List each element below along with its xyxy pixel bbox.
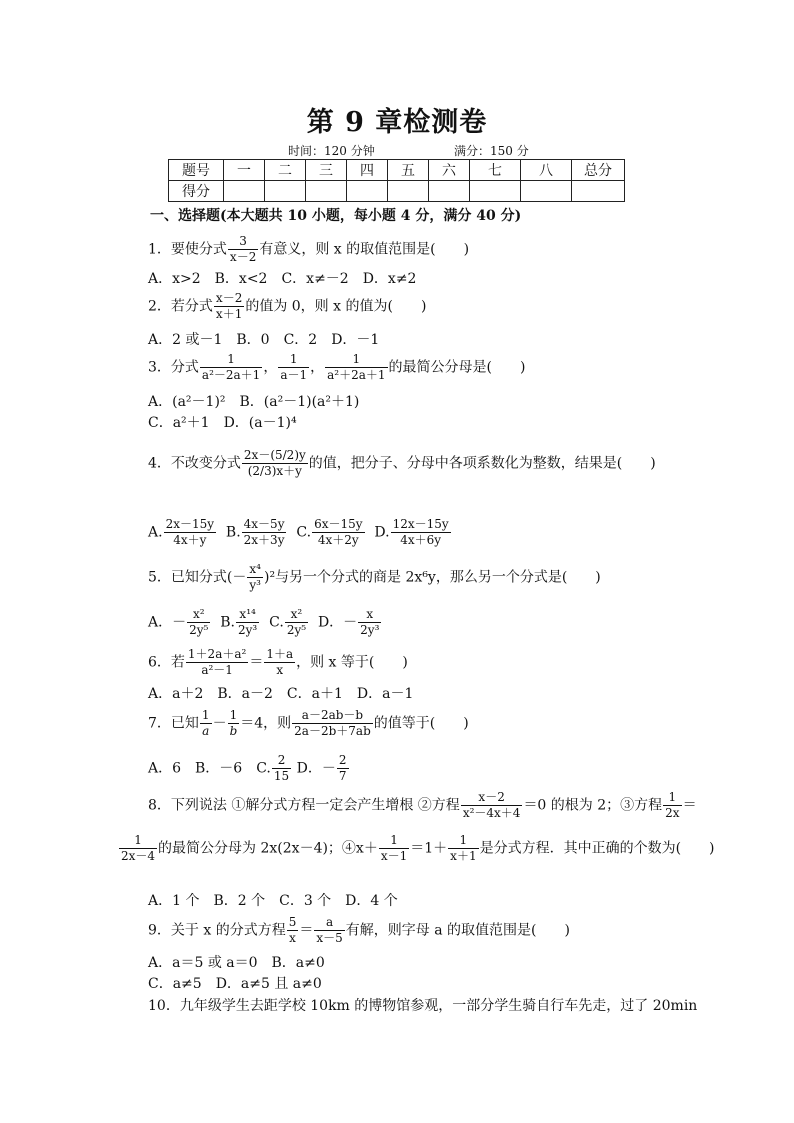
q2-options: A．2 或－1 B．0 C．2 D．－1	[148, 332, 380, 348]
question-10: 10．九年级学生去距学校 10km 的博物馆参观，一部分学生骑自行车先走，过了 20min	[148, 998, 698, 1014]
frac-den: (2/3)x＋y	[247, 464, 302, 478]
frac-den: 4x＋2y	[317, 533, 359, 547]
q9-text: 9．关于 x 的分式方程	[148, 922, 286, 939]
frac-den: 2x－4	[121, 849, 156, 863]
section-heading: 一、选择题(本大题共 10 小题，每小题 4 分，满分 40 分)	[150, 208, 522, 224]
fraction: $\frac{1}{b}$	[229, 708, 238, 738]
frac-den: a－1	[280, 368, 308, 382]
fraction	[264, 647, 295, 678]
frac-den: x²－4x＋4	[462, 806, 521, 820]
frac-num: x－2	[461, 790, 523, 806]
table-cell: 五	[388, 160, 429, 181]
frac-num: 5	[288, 915, 297, 929]
fraction	[448, 833, 478, 864]
frac-num: 1	[325, 352, 387, 368]
fraction	[358, 607, 381, 638]
q5-text: 与另一个分式的商是 2x⁶y，那么另一个分式是( )	[275, 569, 601, 586]
frac-num: 2	[338, 753, 347, 767]
fraction	[663, 790, 681, 821]
question-5: 5．已知分式(－ $\frac{\text{x⁴}}{\text{y³}}$ )²与另一个分式的商是 2x⁶y，那么另一个分式是( )	[148, 562, 601, 592]
q2-text: 2．若分式	[148, 298, 213, 315]
fraction	[312, 517, 364, 548]
q1-text: 有意义，则 x 的取值范围是( )	[259, 241, 470, 258]
table-cell: 一	[224, 160, 265, 181]
frac-num: 1	[278, 352, 309, 368]
question-4	[148, 448, 656, 479]
score-cell[interactable]	[347, 181, 388, 202]
fraction	[287, 915, 299, 946]
table-cell: 三	[306, 160, 347, 181]
table-cell: 二	[265, 160, 306, 181]
frac-den: 2y³	[238, 623, 258, 637]
score-table	[168, 159, 625, 202]
score-cell[interactable]	[265, 181, 306, 202]
frac-num: a	[314, 915, 344, 931]
fraction	[314, 915, 344, 946]
fraction	[164, 517, 216, 548]
q8-text: ＝0 的根为 2；③方程	[523, 797, 663, 814]
frac-den: x	[276, 663, 284, 677]
frac-den: x	[289, 931, 296, 945]
frac-den: 2y⁵	[189, 623, 209, 637]
frac-num: 2x－15y	[165, 517, 215, 531]
question-3: 3．分式 $\frac{1}{\text{a²－2a＋1}}$ ， $\frac{1}{a-1}$ ， $\frac{1}{\text{a²＋2a＋1}}$ 的最简公分母是( )	[148, 352, 526, 382]
frac-num: 1	[448, 833, 478, 849]
frac-num: x¹⁴	[236, 607, 259, 623]
frac-num: 1	[200, 352, 262, 368]
frac-num: 2	[272, 753, 291, 769]
frac-num: 1	[663, 790, 681, 806]
frac-num: 1	[119, 833, 157, 849]
fraction	[325, 352, 387, 383]
q8-text: ＝	[682, 797, 697, 814]
q3-options-c: C．a²＋1 D．(a－1)⁴	[148, 415, 297, 431]
frac-den: x＋1	[215, 307, 243, 321]
score-cell[interactable]	[470, 181, 521, 202]
score-cell[interactable]	[521, 181, 572, 202]
frac-num: 1＋2a＋a²	[187, 647, 247, 661]
frac-den: 4x＋6y	[400, 533, 442, 547]
frac-num: x－2	[215, 291, 243, 305]
score-cell[interactable]	[388, 181, 429, 202]
time-label: 时间：120 分钟	[288, 144, 375, 158]
q8-text: ＝1＋	[410, 840, 448, 857]
frac-den: 2y³	[360, 623, 380, 637]
q5-options: A．－ $\frac{\text{x²}}{\text{2y⁵}}$ B. $\frac{\text{x¹⁴}}{\text{2y³}}$ C. $\frac{\text{x²}}{\text{2y⁵}}$ D．－ $\frac{x}{\text{2y³}}$	[148, 607, 380, 637]
frac-den: 2x＋3y	[243, 533, 285, 547]
table-cell: 得分	[169, 181, 224, 202]
fraction	[186, 647, 248, 678]
frac-den: 2a－2b＋7ab	[294, 724, 371, 738]
q7-options	[148, 753, 350, 784]
page-title: 第 9 章检测卷	[306, 107, 488, 138]
frac-num: 1＋a	[266, 647, 294, 661]
frac-num: 3	[228, 234, 258, 250]
q4-text: 4．不改变分式	[148, 455, 241, 472]
q1-text: 1．要使分式	[148, 241, 227, 258]
q8-text: 的最简公分母为 2x(2x－4)；④x＋	[158, 840, 378, 857]
q7-opt: D．－	[296, 760, 336, 777]
q1-options: A．x>2 B．x<2 C．x≠－2 D．x≠2	[148, 271, 417, 287]
question-8-line2	[118, 833, 715, 864]
q3-text: 的最简公分母是( )	[388, 359, 526, 376]
fraction	[200, 352, 262, 383]
q8-text: 是分式方程．其中正确的个数为( )	[479, 840, 715, 857]
q4-options: A. $\frac{2x-15y}{4x+y}$ B. $\frac{4x-5y}{2x+3y}$ C. $\frac{6x-15y}{4x+2y}$ D. $\frac{12x-15y}{4x+6y}$	[148, 517, 449, 547]
score-cell[interactable]	[429, 181, 470, 202]
q7-text: 的值等于( )	[373, 715, 469, 732]
q8-options: A．1 个 B．2 个 C．3 个 D．4 个	[148, 893, 398, 909]
q9-text: 有解，则字母 a 的取值范围是( )	[345, 922, 570, 939]
q7-opt: A．6 B．－6 C.	[148, 760, 271, 777]
q8-text: 8．下列说法 ①解分式方程一定会产生增根 ②方程	[148, 797, 460, 814]
q3-text: 3．分式	[148, 359, 199, 376]
fraction	[247, 562, 263, 593]
q9-options-c: C．a≠5 D．a≠5 且 a≠0	[148, 976, 322, 992]
fraction	[461, 790, 523, 821]
fraction	[242, 448, 308, 479]
score-cell[interactable]	[572, 181, 625, 202]
frac-den: a²＋2a＋1	[327, 368, 386, 382]
fraction	[119, 833, 157, 864]
fraction	[337, 753, 349, 784]
fraction	[242, 517, 287, 548]
frac-den: 15	[273, 769, 290, 783]
frac-den: 2x	[665, 806, 680, 820]
frac-den: 2y⁵	[286, 623, 307, 637]
score-cell[interactable]	[224, 181, 265, 202]
fraction	[187, 607, 210, 638]
table-cell: 总分	[572, 160, 625, 181]
frac-num: 4x－5y	[243, 517, 285, 531]
table-cell: 题号	[169, 160, 224, 181]
frac-den: x－2	[229, 250, 257, 264]
table-cell: 四	[347, 160, 388, 181]
q3-options-a: A．(a²－1)² B．(a²－1)(a²＋1)	[148, 394, 360, 410]
frac-den: x－5	[316, 931, 343, 945]
fraction	[236, 607, 259, 638]
question-8-line1	[148, 790, 697, 821]
frac-num: a－2ab－b	[292, 708, 373, 724]
fraction	[278, 352, 309, 383]
frac-den: 7	[338, 769, 347, 783]
frac-den: a²－1	[201, 663, 233, 677]
q6-text: ，则 x 等于( )	[296, 654, 408, 671]
fraction	[379, 833, 409, 864]
frac-num: x	[358, 607, 381, 623]
question-6: 6．若 $\frac{\text{1＋2a＋a²}}{\text{a²－1}}$ ＝ $\frac{1+a}{x}$ ，则 x 等于( )	[148, 647, 408, 677]
q5-text: 5．已知分式	[148, 569, 227, 586]
frac-num: x²	[187, 607, 210, 623]
question-2	[148, 291, 426, 322]
fraction	[228, 234, 258, 265]
table-cell: 八	[521, 160, 572, 181]
frac-num: x⁴	[247, 562, 263, 578]
q6-text: 6．若	[148, 654, 185, 671]
q4-text: 的值，把分子、分母中各项系数化为整数，结果是( )	[308, 455, 656, 472]
fraction	[285, 607, 308, 638]
frac-num: 12x－15y	[392, 517, 449, 531]
table-header-row	[169, 160, 625, 181]
frac-num: 2x－(5/2)y	[243, 448, 306, 462]
frac-den: 4x＋y	[173, 533, 207, 547]
q9-options-a: A．a＝5 或 a＝0 B．a≠0	[148, 955, 325, 971]
fraction	[214, 291, 244, 322]
fraction	[391, 517, 451, 548]
question-9: 9．关于 x 的分式方程 $\frac{5}{x}$ ＝ $\frac{a}{x-5}$ 有解，则字母 a 的取值范围是( )	[148, 915, 570, 945]
q7-text: 7．已知	[148, 715, 199, 732]
q7-text: ＝4，则	[240, 715, 292, 732]
fraction	[292, 708, 373, 739]
frac-num: x²	[285, 607, 308, 623]
frac-num: 1	[379, 833, 409, 849]
q6-options: A．a＋2 B．a－2 C．a＋1 D．a－1	[148, 686, 414, 702]
frac-num: 6x－15y	[314, 517, 363, 531]
question-1	[148, 234, 469, 265]
q2-text: 的值为 0，则 x 的值为( )	[245, 298, 427, 315]
table-cell: 六	[429, 160, 470, 181]
frac-den: a²－2a＋1	[201, 368, 261, 382]
fraction: $\frac{1}{a}$	[201, 708, 210, 738]
full-score-label: 满分：150 分	[454, 144, 529, 158]
table-score-row	[169, 181, 625, 202]
frac-den: x－1	[380, 849, 408, 863]
fraction	[272, 753, 291, 784]
table-cell: 七	[470, 160, 521, 181]
frac-den: x＋1	[450, 849, 477, 863]
score-cell[interactable]	[306, 181, 347, 202]
frac-den: y³	[249, 578, 261, 592]
question-7: 7．已知 $\frac{1}{a}$ － $\frac{1}{b}$ ＝4，则 $\frac{a-2ab-b}{2a-2b+7ab}$ 的值等于( )	[148, 708, 469, 738]
